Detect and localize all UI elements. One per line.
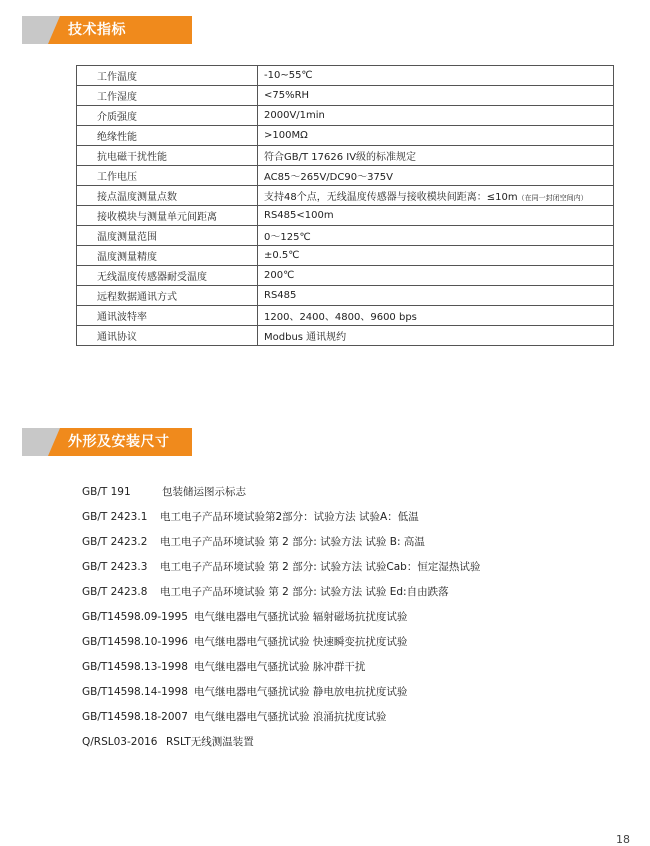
page-number: 18 (616, 833, 630, 846)
spec-row (77, 146, 614, 166)
spec-value (258, 166, 614, 186)
standard-item (82, 582, 480, 607)
spec-row (77, 166, 614, 186)
spec-value (258, 206, 614, 226)
standard-code: GB/T14598.10-1996 (82, 636, 188, 648)
standard-item (82, 507, 480, 532)
spec-value-text: -10~55℃ (264, 70, 313, 81)
standards-list (82, 482, 480, 757)
section-header-specs (22, 16, 192, 44)
spec-value-text: 1200、2400、4800、9600 bps (264, 312, 417, 323)
spec-value-text: ±0.5℃ (264, 250, 300, 261)
standard-desc: 电工电子产品环境试验 第 2 部分: 试验方法 试验 B: 高温 (160, 536, 425, 548)
spec-row (77, 126, 614, 146)
spec-label: 温度测量范围 (77, 226, 258, 246)
spec-value (258, 286, 614, 306)
spec-row (77, 106, 614, 126)
spec-value (258, 126, 614, 146)
standard-item (82, 532, 480, 557)
standard-desc: 包装储运图示标志 (162, 486, 246, 498)
spec-label: 绝缘性能 (77, 126, 258, 146)
spec-value-text: RS485 (264, 290, 297, 301)
spec-value-text: AC85～265V/DC90～375V (264, 172, 394, 183)
standard-item (82, 732, 480, 757)
spec-row (77, 286, 614, 306)
standard-code: GB/T14598.18-2007 (82, 711, 188, 723)
spec-value-text: 2000V/1min (264, 110, 325, 121)
spec-value (258, 106, 614, 126)
spec-row (77, 306, 614, 326)
standard-item (82, 682, 480, 707)
specs-table (76, 65, 614, 346)
standard-code: GB/T14598.13-1998 (82, 661, 188, 673)
spec-row (77, 86, 614, 106)
standard-desc: 电气继电器电气骚扰试验 快速瞬变抗扰度试验 (194, 636, 408, 648)
spec-value (258, 266, 614, 286)
spec-label: 工作电压 (77, 166, 258, 186)
spec-row (77, 206, 614, 226)
standard-desc: 电工电子产品环境试验第2部分：试验方法 试验A：低温 (160, 511, 419, 523)
standard-desc: 电工电子产品环境试验 第 2 部分: 试验方法 试验 Ed:自由跌落 (160, 586, 449, 598)
spec-label: 工作湿度 (77, 86, 258, 106)
spec-label: 工作温度 (77, 66, 258, 86)
spec-value-text: RS485<100m (264, 210, 334, 221)
standard-code: GB/T 2423.1 (82, 511, 148, 523)
spec-label: 温度测量精度 (77, 246, 258, 266)
standard-item (82, 557, 480, 582)
standard-desc: 电工电子产品环境试验 第 2 部分: 试验方法 试验Cab：恒定湿热试验 (160, 561, 481, 573)
spec-label: 接收模块与测量单元间距离 (77, 206, 258, 226)
spec-label: 接点温度测量点数 (77, 186, 258, 206)
spec-row (77, 266, 614, 286)
standard-desc: 电气继电器电气骚扰试验 浪涌抗扰度试验 (194, 711, 387, 723)
spec-value-note: （在同一封闭空间内） (517, 194, 588, 202)
standard-desc: 电气继电器电气骚扰试验 静电放电抗扰度试验 (194, 686, 408, 698)
spec-row (77, 326, 614, 346)
standard-desc: 电气继电器电气骚扰试验 辐射磁场抗扰度试验 (194, 611, 408, 623)
spec-label: 通讯波特率 (77, 306, 258, 326)
spec-row (77, 246, 614, 266)
spec-value (258, 86, 614, 106)
standard-code: Q/RSL03-2016 (82, 736, 158, 748)
spec-value (258, 186, 614, 206)
spec-value-text: 符合GB/T 17626 IV级的标准规定 (264, 152, 417, 163)
standard-code: GB/T14598.14-1998 (82, 686, 188, 698)
spec-label: 通讯协议 (77, 326, 258, 346)
section-title-install: 外形及安装尺寸 (68, 434, 170, 450)
standard-item (82, 707, 480, 732)
standard-item (82, 607, 480, 632)
spec-value (258, 326, 614, 346)
spec-label: 介质强度 (77, 106, 258, 126)
standard-code: GB/T14598.09-1995 (82, 611, 188, 623)
standard-item (82, 657, 480, 682)
spec-label: 无线温度传感器耐受温度 (77, 266, 258, 286)
section-title-specs: 技术指标 (68, 22, 126, 38)
spec-value (258, 246, 614, 266)
spec-row (77, 226, 614, 246)
spec-value (258, 226, 614, 246)
spec-value (258, 146, 614, 166)
standard-desc: RSLT无线测温装置 (166, 736, 254, 748)
spec-value (258, 306, 614, 326)
standard-desc: 电气继电器电气骚扰试验 脉冲群干扰 (194, 661, 366, 673)
spec-value-text: 支持48个点，无线温度传感器与接收模块间距离：≤10m (264, 192, 518, 203)
standard-item (82, 482, 480, 507)
section-header-install (22, 428, 192, 456)
spec-label: 远程数据通讯方式 (77, 286, 258, 306)
spec-row (77, 186, 614, 206)
spec-label: 抗电磁干扰性能 (77, 146, 258, 166)
spec-row (77, 66, 614, 86)
standard-code: GB/T 2423.3 (82, 561, 148, 573)
spec-value-text: <75%RH (264, 90, 310, 101)
standard-item (82, 632, 480, 657)
spec-value (258, 66, 614, 86)
spec-value-text: 0～125℃ (264, 232, 311, 243)
standard-code: GB/T 191 (82, 486, 131, 498)
standard-code: GB/T 2423.8 (82, 586, 148, 598)
spec-value-text: Modbus 通讯规约 (264, 332, 347, 343)
spec-value-text: 200℃ (264, 270, 295, 281)
spec-value-text: >100MΩ (264, 130, 308, 141)
standard-code: GB/T 2423.2 (82, 536, 148, 548)
